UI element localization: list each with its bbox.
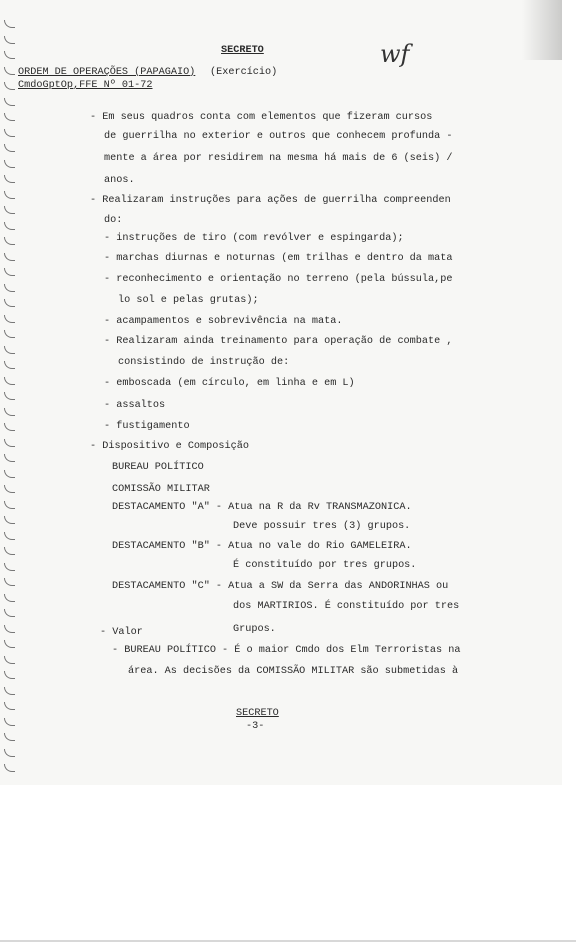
binding-hole — [4, 113, 15, 121]
text-line: área. As decisões da COMISSÃO MILITAR são submetidas à — [128, 666, 459, 677]
binding-hole — [4, 268, 15, 276]
binding-hole — [4, 330, 15, 338]
binding-hole — [4, 253, 15, 261]
text-line: - Realizaram instruções para ações de guerrilha compreenden — [90, 195, 451, 206]
text-line: - instruções de tiro (com revólver e espingarda); — [104, 233, 404, 244]
text-line: - Dispositivo e Composição — [90, 441, 249, 452]
binding-hole — [4, 594, 15, 602]
text-line: DESTACAMENTO "C" - Atua a SW da Serra das ANDORINHAS ou — [112, 581, 449, 592]
scan-margin — [0, 785, 576, 948]
text-line: de guerrilha no exterior e outros que conhecem profunda - — [104, 131, 453, 142]
text-line: do: — [104, 215, 123, 226]
binding-hole — [4, 640, 15, 648]
binding-hole — [4, 423, 15, 431]
text-line: Deve possuir tres (3) grupos. — [233, 521, 411, 532]
binding-hole — [4, 299, 15, 307]
text-line: - Realizaram ainda treinamento para operação de combate , — [104, 336, 453, 347]
binding-hole — [4, 392, 15, 400]
binding-hole — [4, 718, 15, 726]
order-type: (Exercício) — [210, 67, 278, 78]
text-line: anos. — [104, 175, 135, 186]
binding-hole — [4, 687, 15, 695]
binding-hole — [4, 36, 15, 44]
text-line: - Valor — [100, 627, 143, 638]
binding-hole — [4, 67, 15, 75]
binding-hole — [4, 284, 15, 292]
binding-hole — [4, 733, 15, 741]
text-line: - fustigamento — [104, 421, 190, 432]
order-title: ORDEM DE OPERAÇÕES (PAPAGAIO) — [18, 67, 196, 78]
binding-hole — [4, 51, 15, 59]
binding-hole — [4, 625, 15, 633]
text-line: BUREAU POLÍTICO — [112, 462, 204, 473]
binding-hole — [4, 191, 15, 199]
binding-hole — [4, 516, 15, 524]
binding-hole — [4, 702, 15, 710]
binding-hole — [4, 501, 15, 509]
binding-hole — [4, 439, 15, 447]
binding-hole — [4, 671, 15, 679]
binding-hole — [4, 377, 15, 385]
binding-hole — [4, 222, 15, 230]
binding-hole — [4, 206, 15, 214]
text-line: dos MARTIRIOS. É constituído por tres — [233, 601, 460, 612]
binding-hole — [4, 98, 15, 106]
binding-hole — [4, 237, 15, 245]
binding-hole — [4, 764, 15, 772]
text-line: Grupos. — [233, 624, 276, 635]
binding-hole — [4, 82, 15, 90]
binding-hole — [4, 315, 15, 323]
header-classification: SECRETO — [221, 45, 264, 56]
text-line: COMISSÃO MILITAR — [112, 484, 210, 495]
text-line: - Em seus quadros conta com elementos que fizeram cursos — [90, 112, 433, 123]
binding-hole — [4, 470, 15, 478]
scan-bottom-edge — [0, 940, 576, 942]
binding-hole — [4, 361, 15, 369]
text-line: lo sol e pelas grutas); — [118, 295, 259, 306]
binding-holes — [4, 20, 18, 780]
text-line: DESTACAMENTO "B" - Atua no vale do Rio GAMELEIRA. — [112, 541, 412, 552]
text-line: - acampamentos e sobrevivência na mata. — [104, 316, 343, 327]
binding-hole — [4, 578, 15, 586]
order-reference: CmdoGptOp,FFE Nº 01-72 — [18, 80, 153, 91]
footer-classification: SECRETO — [236, 708, 279, 719]
text-line: consistindo de instrução de: — [118, 357, 290, 368]
binding-hole — [4, 656, 15, 664]
binding-hole — [4, 129, 15, 137]
text-line: - marchas diurnas e noturnas (em trilhas e dentro da mata — [104, 253, 453, 264]
page-edge-shadow — [522, 0, 562, 60]
text-line: - BUREAU POLÍTICO - É o maior Cmdo dos Elm Terroristas na — [112, 645, 461, 656]
binding-hole — [4, 609, 15, 617]
text-line: É constituído por tres grupos. — [233, 560, 417, 571]
page-number: -3- — [246, 721, 265, 732]
binding-hole — [4, 20, 15, 28]
text-line: mente a área por residirem na mesma há mais de 6 (seis) / — [104, 153, 453, 164]
binding-hole — [4, 485, 15, 493]
text-line: DESTACAMENTO "A" - Atua na R da Rv TRANSMAZONICA. — [112, 502, 412, 513]
text-line: - assaltos — [104, 400, 166, 411]
text-line: - emboscada (em círculo, em linha e em L) — [104, 378, 355, 389]
binding-hole — [4, 175, 15, 183]
binding-hole — [4, 160, 15, 168]
handwritten-initials: wf — [380, 40, 410, 68]
binding-hole — [4, 563, 15, 571]
binding-hole — [4, 547, 15, 555]
binding-hole — [4, 532, 15, 540]
binding-hole — [4, 408, 15, 416]
binding-hole — [4, 749, 15, 757]
binding-hole — [4, 346, 15, 354]
text-line: - reconhecimento e orientação no terreno (pela bússula,pe — [104, 274, 453, 285]
binding-hole — [4, 144, 15, 152]
binding-hole — [4, 454, 15, 462]
